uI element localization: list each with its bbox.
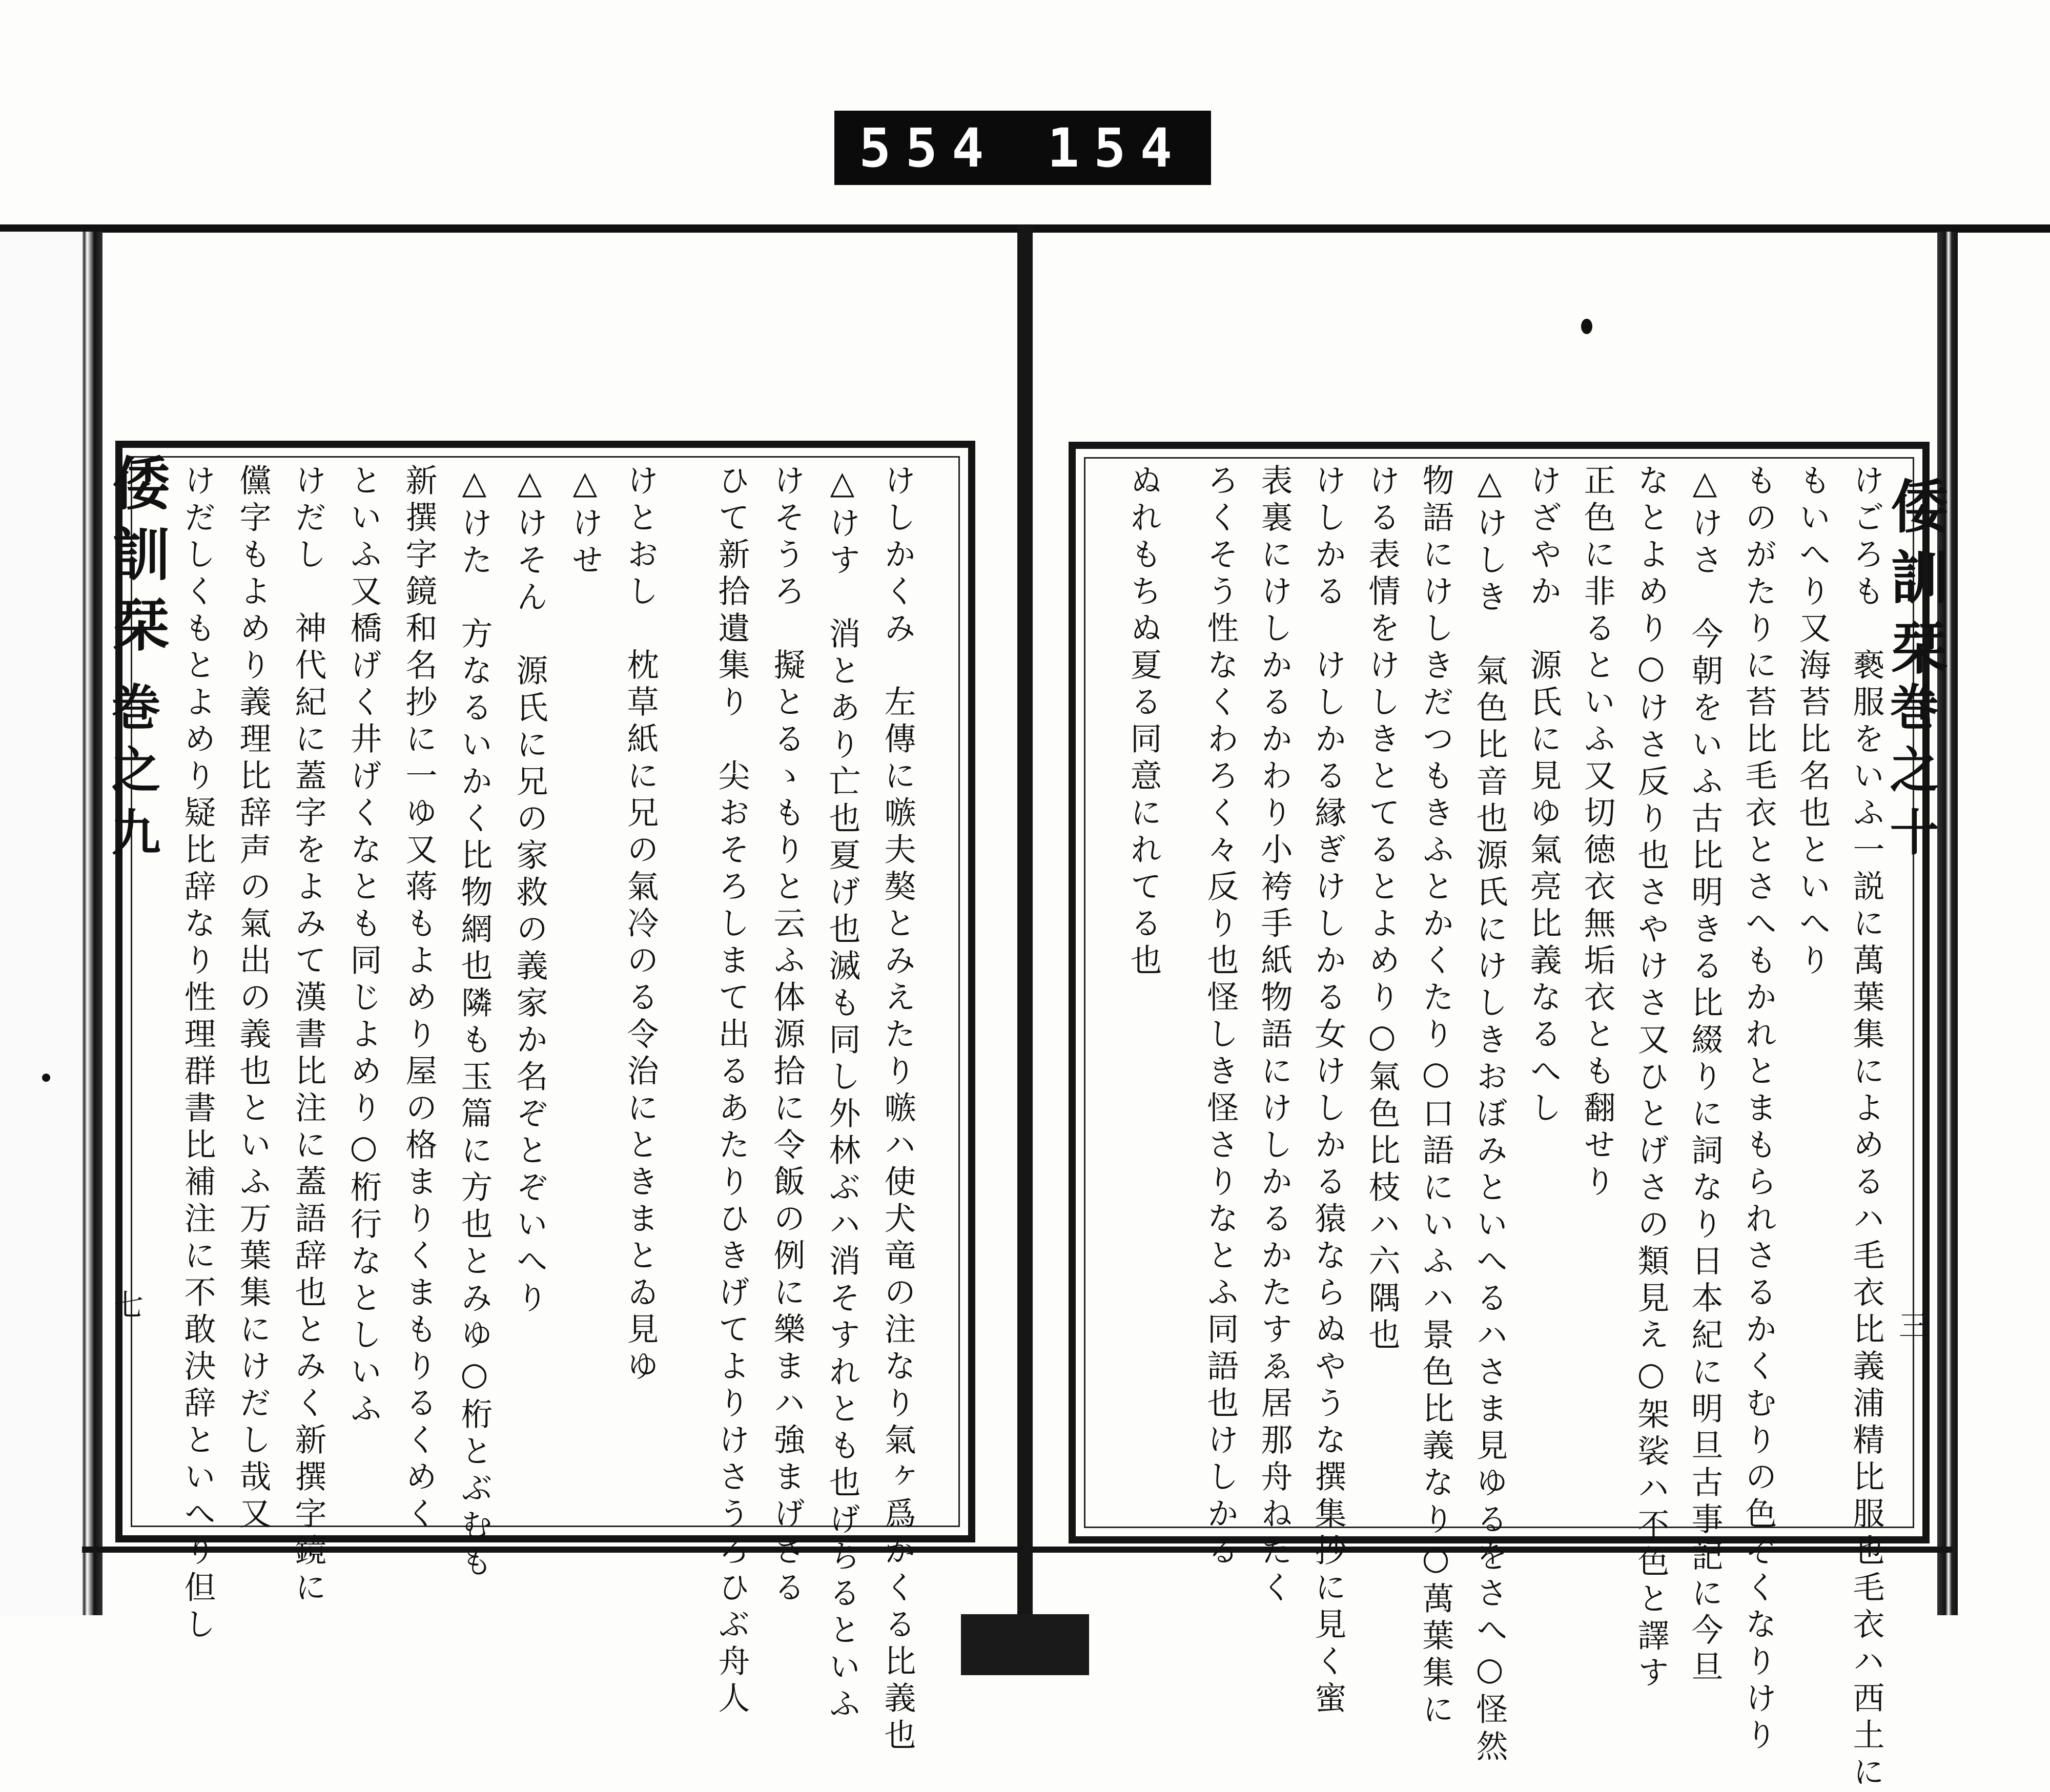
left-col-9: 新撰字鏡和名抄に一ゆ又蒋もよめり屋の格まりくまもりるくめく — [400, 464, 438, 1534]
right-col-8: △けしき 氣色比音也源氏にけしきおぼみといへるハさま見ゆるをさへ○怪然 — [1471, 464, 1508, 1766]
right-col-2: もいへり又海苔比名也といへり — [1794, 464, 1831, 980]
left-col-4: ひて新拾遺集り 尖おそろしまて出るあたりひきげてよりけさうろひぶ舟人 — [713, 464, 750, 1718]
right-col-6: 正色に非るといふ又切徳衣無垢衣とも翻せり — [1578, 464, 1616, 1202]
right-page-margin-volume: 巻之十 — [1882, 682, 1940, 869]
right-col-1: けごろも 褻服をいふ一説に萬葉集によめるハ毛衣比義浦精比服也毛衣ハ西土に — [1848, 464, 1885, 1792]
right-page-number: 三 — [1899, 1308, 1929, 1343]
right-col-4: △けさ 今朝をいふ古比明きる比綴りに詞なり日本紀に明旦古事記に今旦 — [1686, 464, 1724, 1687]
right-col-12: 表裏にけしかるかわり小袴手紙物語にけしかるかたすゑ居那舟ねたく — [1256, 464, 1293, 1608]
book-spine — [1017, 225, 1033, 1675]
left-col-13: けだしくもとよめり疑比辞なり性理群書比補注に不敢決辞といへり但し — [179, 464, 216, 1644]
left-col-3: けそうろ 擬とるゝもりと云ふ体源拾に令飯の例に樂まハ強まげさる — [768, 464, 806, 1608]
right-col-10: ける表情をけしきとてるとよめり○氣色比枝ハ六隅也 — [1363, 464, 1401, 1355]
left-col-7: △けそん 源氏に兄の家救の義家か名ぞとぞいへり — [511, 464, 548, 1318]
left-col-1: けしかくみ 左傳に嗾夫獒とみえたり嗾ハ使犬竜の注なり氣ヶ爲かくる比義也 — [879, 464, 916, 1755]
right-col-9: 物語にけしきだつもきふとかくたり○口語にいふハ景色比義なり○萬葉集に — [1417, 464, 1454, 1729]
left-col-11: けだし 神代紀に蓋字をよみて漢書比注に蓋語辞也とみく新撰字鏡に — [290, 464, 327, 1608]
left-col-8: △けた 方なるいかく比物網也隣も玉篇に方也とみゆ○桁とぶむも — [456, 464, 493, 1582]
left-col-5: けとおし 枕草紙に兄の氣冷のる令治にときまとゐ見ゆ — [622, 464, 659, 1386]
scan-speck — [1581, 319, 1592, 334]
archive-number-right: 154 — [1047, 116, 1187, 179]
left-col-12: 儻字もよめり義理比辞声の氣出の義也といふ万葉集にけだし哉又 — [234, 464, 272, 1534]
right-col-7: けざやか 源氏に見ゆ氣亮比義なるへし — [1525, 464, 1562, 1128]
archive-label — [834, 111, 1211, 185]
left-col-10: といふ又橋げく井げくなとも同じよめり○桁行なとしいふ — [345, 464, 382, 1429]
archive-number-left: 554 — [858, 116, 998, 179]
right-col-11: けしかる けしかる縁ぎけしかる女けしかる猿ならぬやうな撰集抄に見く蜜 — [1309, 464, 1347, 1718]
spine-foot — [961, 1614, 1089, 1675]
book-left-edge — [0, 232, 102, 1615]
left-col-2: △けす 消とあり亡也夏げ也滅も同し外林ぶハ消そすれとも也げちるといふ — [824, 464, 861, 1724]
left-col-6: △けせ — [566, 464, 604, 580]
right-page-margin-title: 倭訓栞 — [1881, 477, 1949, 689]
right-col-14: ぬれもちぬ夏る同意にれてる也 — [1125, 464, 1162, 980]
left-page-number: 七 — [114, 1288, 144, 1323]
left-page-margin-title: 倭訓栞 — [103, 454, 170, 666]
scan-speck — [42, 1074, 50, 1082]
right-col-3: ものがたりに苔比毛衣とさへもかれとまもられさるかくむりの色ぞくなりけり — [1740, 464, 1777, 1755]
right-col-5: なとよめり○けさ反り也さやけさ又ひとげさの類見え○架裟ハ不色と譯す — [1632, 464, 1670, 1693]
left-page-margin-volume: 巻之九 — [104, 682, 161, 869]
book-right-edge — [1937, 232, 1958, 1615]
right-col-13: ろくそう性なくわろく々反り也怪しき怪さりなとふ同語也けしかる — [1202, 464, 1239, 1571]
